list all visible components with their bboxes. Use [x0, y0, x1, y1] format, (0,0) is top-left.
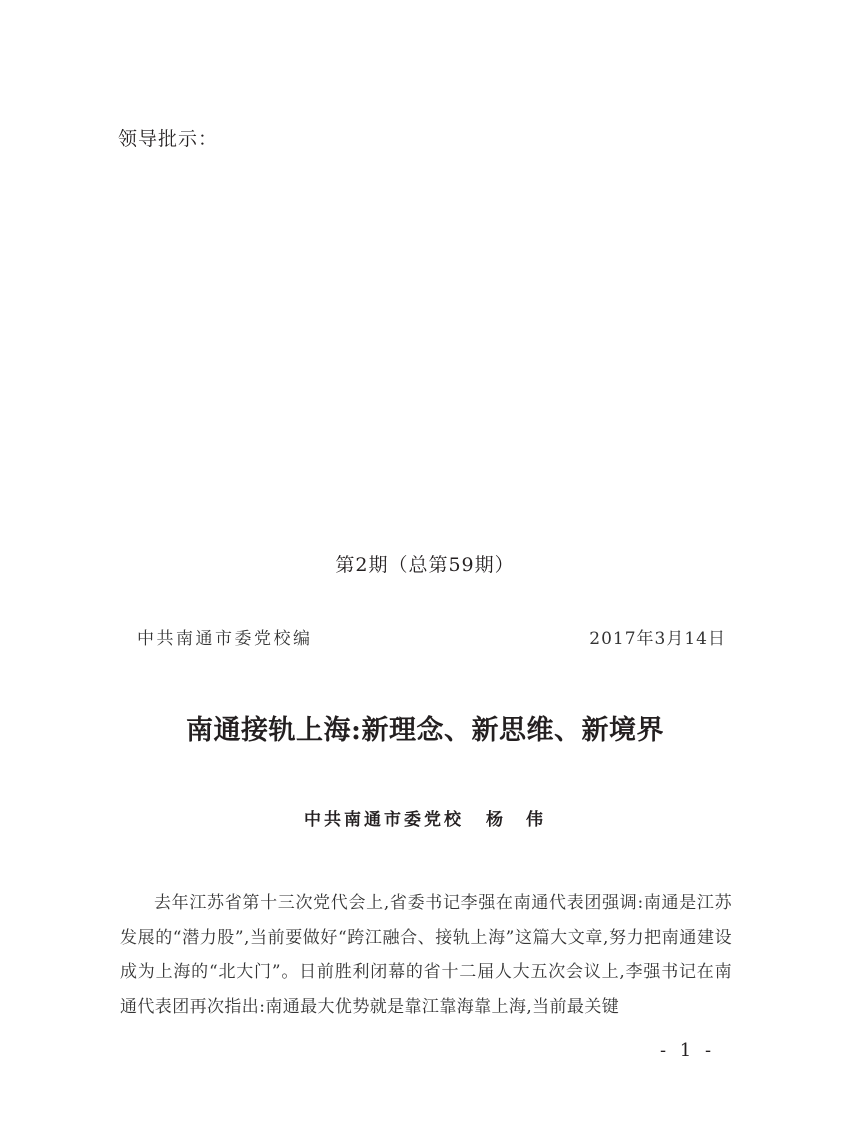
publisher: 中共南通市委党校编 — [137, 629, 313, 649]
leader-instructions-label: 领导批示： — [118, 128, 219, 150]
issue-number: 第2期（总第59期） — [335, 554, 515, 576]
page-number: - 1 - — [660, 1040, 716, 1061]
article-title: 南通接轨上海:新理念、新思维、新境界 — [186, 715, 664, 746]
article-body-paragraph: 去年江苏省第十三次党代会上,省委书记李强在南通代表团强调:南通是江苏发展的“潜力股”,当前要做好“跨江融合、接轨上海”这篇大文章,努力把南通建设成为上海的“北大门”。日前胜利闭幕的省十二届人大五次会议上,李强书记在南通代表团再次指出:南通最大优势就是靠江靠海靠上海,当前最关键 — [120, 893, 732, 1017]
article-byline — [0, 805, 850, 830]
publish-date: 2017年3月14日 — [589, 629, 726, 649]
author-name: 杨 伟 — [486, 810, 546, 830]
author-organization: 中共南通市委党校 — [304, 810, 464, 830]
